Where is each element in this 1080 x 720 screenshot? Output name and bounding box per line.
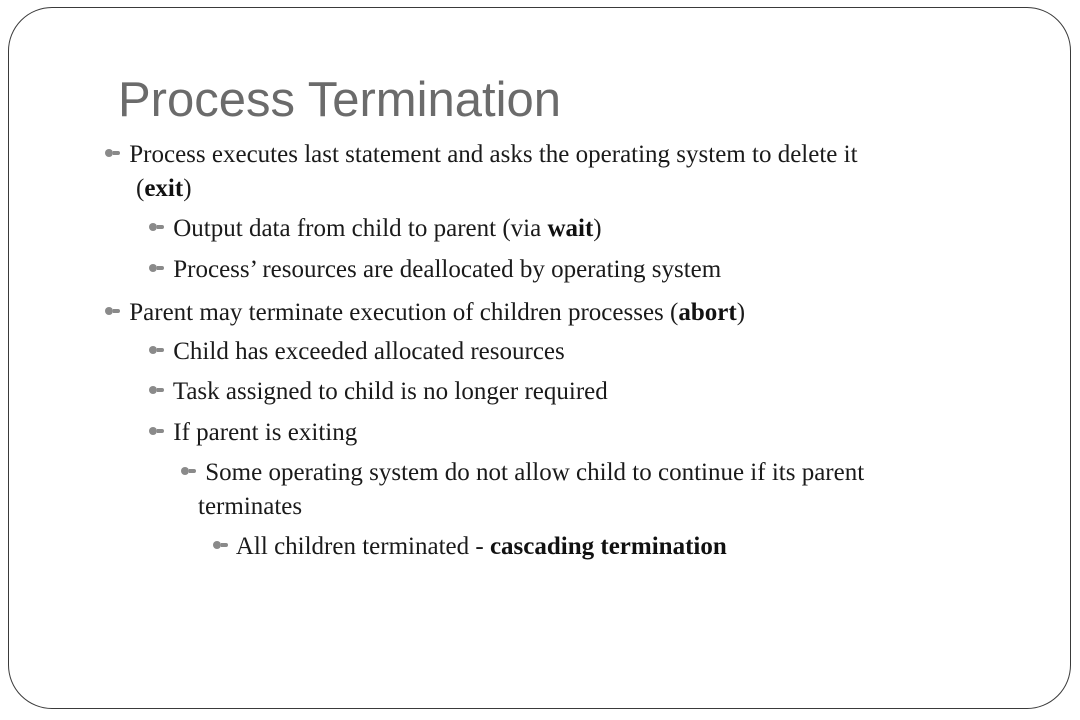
sub-bullet-resources-deallocated xyxy=(148,253,721,287)
bullet-text: ( xyxy=(136,175,145,202)
bullet-text: Parent may terminate execution of children processes ( xyxy=(129,299,679,326)
bullet-text: If parent is exiting xyxy=(173,419,358,446)
bullet-text: ) xyxy=(593,215,602,242)
bullet-text: Process executes last statement and asks the operating system to delete it xyxy=(129,141,858,168)
bullet-text: All children terminated - xyxy=(235,533,490,560)
sub-bullet-output-data xyxy=(148,212,602,246)
bullet-text: ) xyxy=(183,175,192,202)
bullet-icon xyxy=(212,539,229,551)
bullet-icon xyxy=(180,465,197,477)
keyword-exit: exit xyxy=(144,175,184,202)
bullet-icon xyxy=(148,221,165,233)
bullet-icon xyxy=(148,384,165,396)
sub-bullet-task-not-required xyxy=(148,375,608,409)
bullet-abort xyxy=(104,296,745,330)
bullet-text: Task assigned to child is no longer required xyxy=(172,378,608,405)
keyword-abort: abort xyxy=(678,299,737,326)
bullet-text: ) xyxy=(736,299,746,326)
bullet-cascading-termination xyxy=(212,530,727,564)
bullet-icon xyxy=(148,344,165,356)
keyword-wait: wait xyxy=(547,215,594,242)
bullet-icon xyxy=(104,305,121,317)
bullet-icon xyxy=(104,147,121,159)
bullet-text: Output data from child to parent (via xyxy=(173,215,548,242)
bullet-exit xyxy=(104,138,858,172)
slide-title: Process Termination xyxy=(118,73,562,127)
bullet-exit-continuation xyxy=(136,172,192,206)
bullet-icon xyxy=(148,262,165,274)
bullet-text: Process’ resources are deallocated by operating system xyxy=(173,256,722,283)
sub-sub-bullet-no-continue xyxy=(180,456,864,490)
keyword-cascading-termination: cascading termination xyxy=(489,533,727,560)
bullet-text: Some operating system do not allow child to continue if its parent xyxy=(205,459,865,486)
bullet-icon xyxy=(148,425,165,437)
sub-bullet-exceeded-resources xyxy=(148,335,565,369)
sub-bullet-parent-exiting xyxy=(148,416,357,450)
sub-sub-bullet-continuation: terminates xyxy=(198,493,303,520)
bullet-text: Child has exceeded allocated resources xyxy=(173,338,565,365)
